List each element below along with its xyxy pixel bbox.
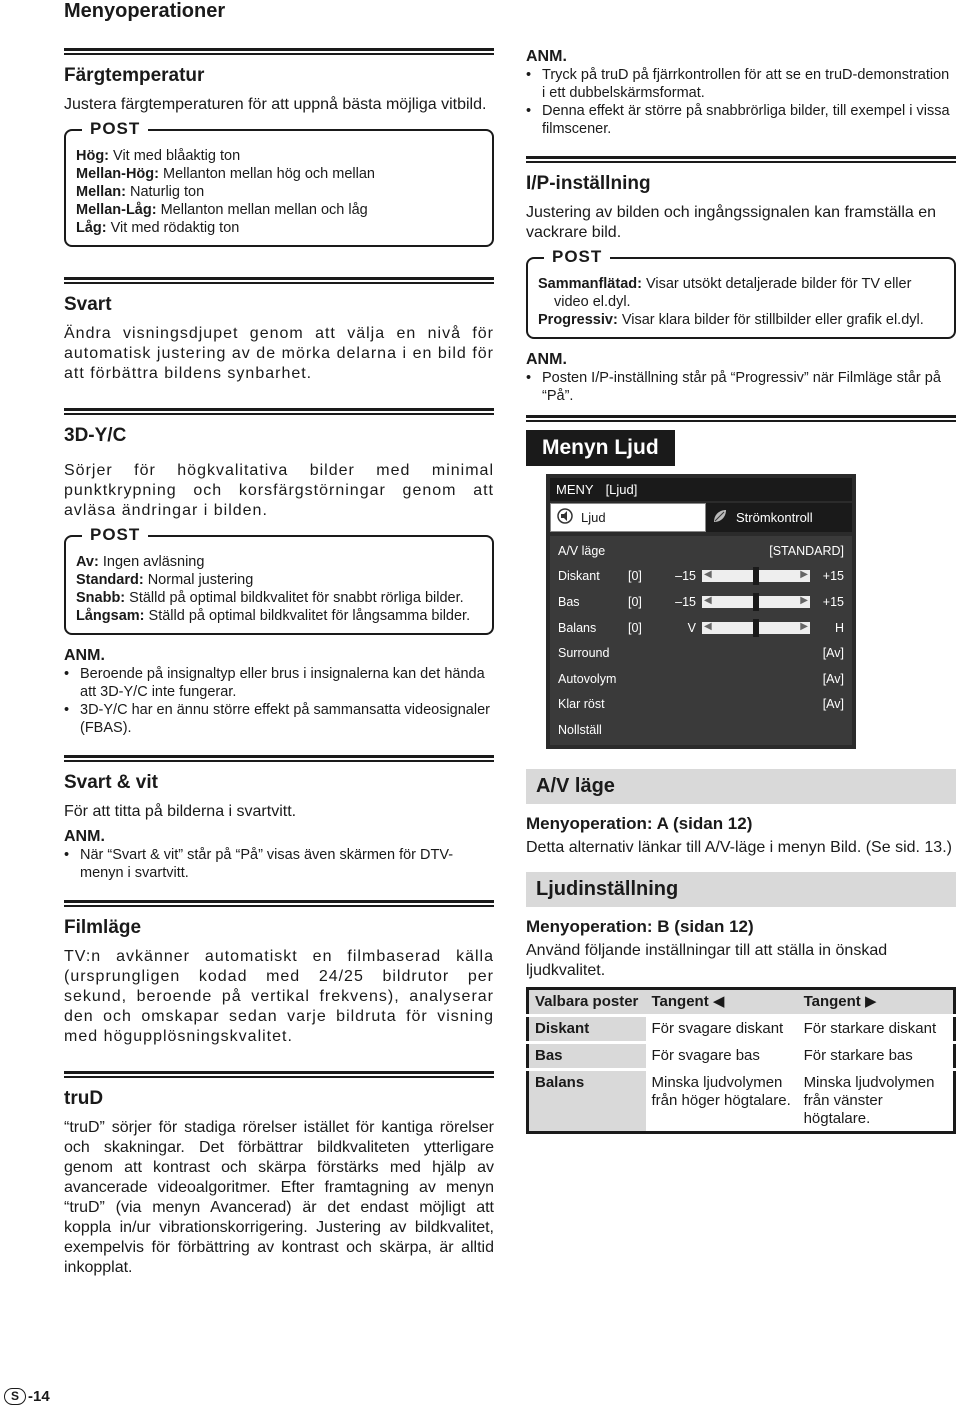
slider-thumb[interactable] (753, 619, 759, 637)
note-item: • Beroende på insignaltyp eller brus i insignalerna kan det hända att 3D-Y/C inte fungerar. (64, 665, 494, 701)
tab-label: Ljud (581, 510, 606, 525)
section-title-fargtemperatur: Färgtemperatur (64, 65, 205, 86)
menu-row-value: [Av] (822, 697, 844, 712)
menu-row-label: Diskant (558, 569, 600, 584)
post-line: Progressiv: Visar klara bilder för stillbilder eller grafik el.dyl. (538, 312, 924, 328)
menu-row-label: Bas (558, 594, 580, 609)
post-line: Av: Ingen avläsning (76, 554, 205, 570)
menu-body (550, 536, 852, 745)
anm-label: ANM. (64, 647, 105, 664)
menu-row-nollstall[interactable] (550, 717, 852, 743)
speaker-icon (557, 508, 573, 527)
menu-tabs (550, 503, 852, 532)
section-rule (64, 900, 494, 907)
slider-thumb[interactable] (753, 567, 759, 585)
section-title-ip: I/P-inställning (526, 173, 651, 194)
3dyc-post-box (64, 525, 494, 635)
menu-row-autovolym[interactable] (550, 666, 852, 692)
table-cell: För starkare bas (798, 1042, 955, 1069)
table-cell: Bas (528, 1042, 646, 1069)
slider-max: +15 (822, 569, 844, 584)
slider-max: H (834, 620, 844, 635)
table-header: Tangent ◀ (646, 988, 798, 1015)
ljudinstallning-text: Använd följande inställningar till att ställa in önskad ljudkvalitet. (526, 941, 888, 979)
menu-row-label: Autovolym (558, 671, 617, 686)
ljudinstallning-heading: Ljudinställning (526, 872, 956, 907)
table-cell: Minska ljudvolymen från vänster högtalare. (798, 1069, 955, 1132)
post-line: Mellan-Låg: Mellanton mellan mellan och låg (76, 202, 368, 218)
menyoperation-b: Menyoperation: B (sidan 12) (526, 916, 754, 936)
menu-row-diskant[interactable] (550, 564, 852, 590)
anm-label: ANM. (526, 48, 567, 65)
page-number: -14 (28, 1388, 50, 1405)
right-arrow-icon: ▶ (800, 569, 808, 581)
sound-settings-table (526, 987, 956, 1134)
menu-row-av-lage[interactable] (550, 538, 852, 564)
section-rule (64, 277, 494, 284)
menu-row-value: [STANDARD] (769, 543, 844, 558)
table-cell: Balans (528, 1069, 646, 1132)
table-cell: Minska ljudvolymen från höger högtalare. (646, 1069, 798, 1132)
table-header-row (528, 988, 955, 1015)
left-arrow-icon: ◀ (704, 594, 712, 606)
menu-label: MENY (556, 482, 594, 497)
post-line: Hög: Vit med blåaktig ton (76, 148, 241, 164)
table-cell: För starkare diskant (798, 1015, 955, 1042)
av-lage-text: Detta alternativ länkar till A/V-läge i menyn Bild. (Se sid. 13.) (526, 838, 952, 856)
post-line: Mellan-Hög: Mellanton mellan hög och mellan (76, 166, 375, 182)
table-row (528, 1015, 955, 1042)
filmlage-text: TV:n avkänner automatiskt en filmbaserad källa (ursprungligen kodad med 24/25 bildrutor per sekund, beroende på vertikal frekvens), analyserar den och omskapar sedan varje bildruta för visning med högupplösningskvalitet. (64, 948, 494, 1045)
anm-label: ANM. (64, 828, 105, 845)
post-line: Långsam: Ställd på optimal bildkvalitet för långsamma bilder. (76, 608, 471, 624)
slider-min: –15 (675, 569, 696, 584)
slider-thumb[interactable] (753, 593, 759, 611)
section-rule (64, 1071, 494, 1078)
slider-min: –15 (675, 594, 696, 609)
menu-row-label: Balans (558, 620, 597, 635)
menu-row-balans[interactable] (550, 615, 852, 641)
section-title-svart-vit: Svart & vit (64, 772, 158, 793)
tab-label: Strömkontroll (736, 510, 813, 525)
right-column (526, 48, 956, 1134)
diskant-slider[interactable] (702, 570, 810, 582)
section-rule (64, 755, 494, 762)
table-cell: För svagare bas (646, 1042, 798, 1069)
table-header: Tangent ▶ (798, 988, 955, 1015)
section-rule (526, 156, 956, 163)
note-item: • 3D-Y/C har en ännu större effekt på sammansatta videosignaler (FBAS). (64, 701, 494, 737)
post-line: Standard: Normal justering (76, 572, 254, 588)
slider-max: +15 (822, 594, 844, 609)
post-label: POST (82, 525, 148, 545)
page-title: Menyoperationer (64, 0, 226, 22)
post-label: POST (82, 119, 148, 139)
menu-row-klar-rost[interactable] (550, 692, 852, 718)
ip-text: Justering av bilden och ingångssignalen kan framställa en vackrare bild. (526, 204, 937, 241)
3dyc-text: Sörjer för högkvalitativa bilder med minimal punktkrypning och korsfärgstörningar genom att avläsa ändringar i bilden. (64, 462, 494, 519)
anm-label: ANM. (526, 351, 567, 368)
menu-row-value: [0] (628, 620, 642, 635)
section-rule (64, 408, 494, 415)
post-line: Snabb: Ställd på optimal bildkvalitet för snabbt rörliga bilder. (76, 590, 464, 606)
right-arrow-icon: ▶ (800, 620, 808, 632)
menu-row-label: A/V läge (558, 543, 606, 558)
post-line: Sammanflätad: Visar utsökt detaljerade bilder för TV eller video el.dyl. (538, 276, 912, 310)
menu-row-value: [Av] (822, 671, 844, 686)
trud-text: “truD” sörjer för stadiga rörelser istället för kantiga rörelser och skakningar. Det förbättrar bildkvaliteten ytterligare genom att kontrast och skärpa förstärks med hjälp av avancerade videoalgoritmer. Efter framtagning av menyn “truD” (via menyn Avancerad) är det endast möjligt att koppla in/ur vibrationskorrigering. Justering av bildkvalitet, exempelvis för förbättring av kontrast och skärpa, är alltid inkopplat. (64, 1119, 494, 1276)
table-row (528, 1042, 955, 1069)
post-label: POST (544, 247, 610, 267)
left-arrow-icon: ◀ (704, 569, 712, 581)
table-header: Valbara poster (528, 988, 646, 1015)
left-arrow-icon: ◀ (704, 620, 712, 632)
leaf-icon (712, 508, 728, 527)
page-footer (4, 1388, 50, 1405)
table-cell: För svagare diskant (646, 1015, 798, 1042)
note-item: • När “Svart & vit” står på “På” visas även skärmen för DTV-menyn i svartvitt. (64, 846, 494, 882)
note-item: • Posten I/P-inställning står på “Progressiv” när Filmläge står på “På”. (526, 369, 956, 405)
menu-row-bas[interactable] (550, 589, 852, 615)
section-title-3dyc: 3D-Y/C (64, 425, 127, 446)
menu-row-label: Surround (558, 646, 610, 661)
tab-stromkontroll[interactable] (706, 503, 852, 532)
tab-ljud[interactable] (550, 503, 706, 532)
section-title-trud: truD (64, 1088, 104, 1109)
note-item: • Tryck på truD på fjärrkontrollen för att se en truD-demonstration i ett dubbelskärmsformat. (526, 66, 956, 102)
menu-row-value: [Av] (822, 646, 844, 661)
note-item: • Denna effekt är större på snabbrörliga bilder, till exempel i vissa filmscener. (526, 102, 956, 138)
right-arrow-icon: ▶ (800, 594, 808, 606)
menu-row-value: [0] (628, 594, 642, 609)
menu-header (550, 478, 852, 501)
section-title-filmlage: Filmläge (64, 917, 142, 938)
menu-breadcrumb: [Ljud] (605, 482, 638, 497)
svart-text: Ändra visningsdjupet genom att välja en nivå för automatisk justering av de mörka delarna i en bild för att förbättra bildens synbarhet. (64, 325, 494, 382)
menu-row-label: Klar röst (558, 697, 605, 712)
slider-min: V (687, 620, 696, 635)
section-rule (64, 48, 494, 55)
menyoperation-a: Menyoperation: A (sidan 12) (526, 813, 753, 833)
bas-slider[interactable] (702, 596, 810, 608)
fargtemperatur-post-box (64, 119, 494, 247)
menyn-ljud-banner: Menyn Ljud (526, 430, 675, 466)
fargtemperatur-text: Justera färgtemperaturen för att uppnå bästa möjliga vitbild. (64, 96, 487, 113)
balans-slider[interactable] (702, 622, 810, 634)
ip-post-box (526, 247, 956, 339)
menu-row-surround[interactable] (550, 640, 852, 666)
menu-row-value: [0] (628, 569, 642, 584)
region-s-icon: S (4, 1388, 26, 1405)
table-cell: Diskant (528, 1015, 646, 1042)
left-column (64, 48, 494, 1284)
post-line: Mellan: Naturlig ton (76, 184, 205, 200)
sound-menu-screenshot (546, 474, 856, 749)
post-line: Låg: Vit med rödaktig ton (76, 220, 240, 236)
svart-vit-text: För att titta på bilderna i svartvitt. (64, 803, 297, 820)
menu-row-label: Nollställ (558, 722, 602, 737)
section-title-svart: Svart (64, 294, 112, 315)
av-lage-heading: A/V läge (526, 769, 956, 804)
section-rule (526, 415, 956, 422)
table-row (528, 1069, 955, 1132)
